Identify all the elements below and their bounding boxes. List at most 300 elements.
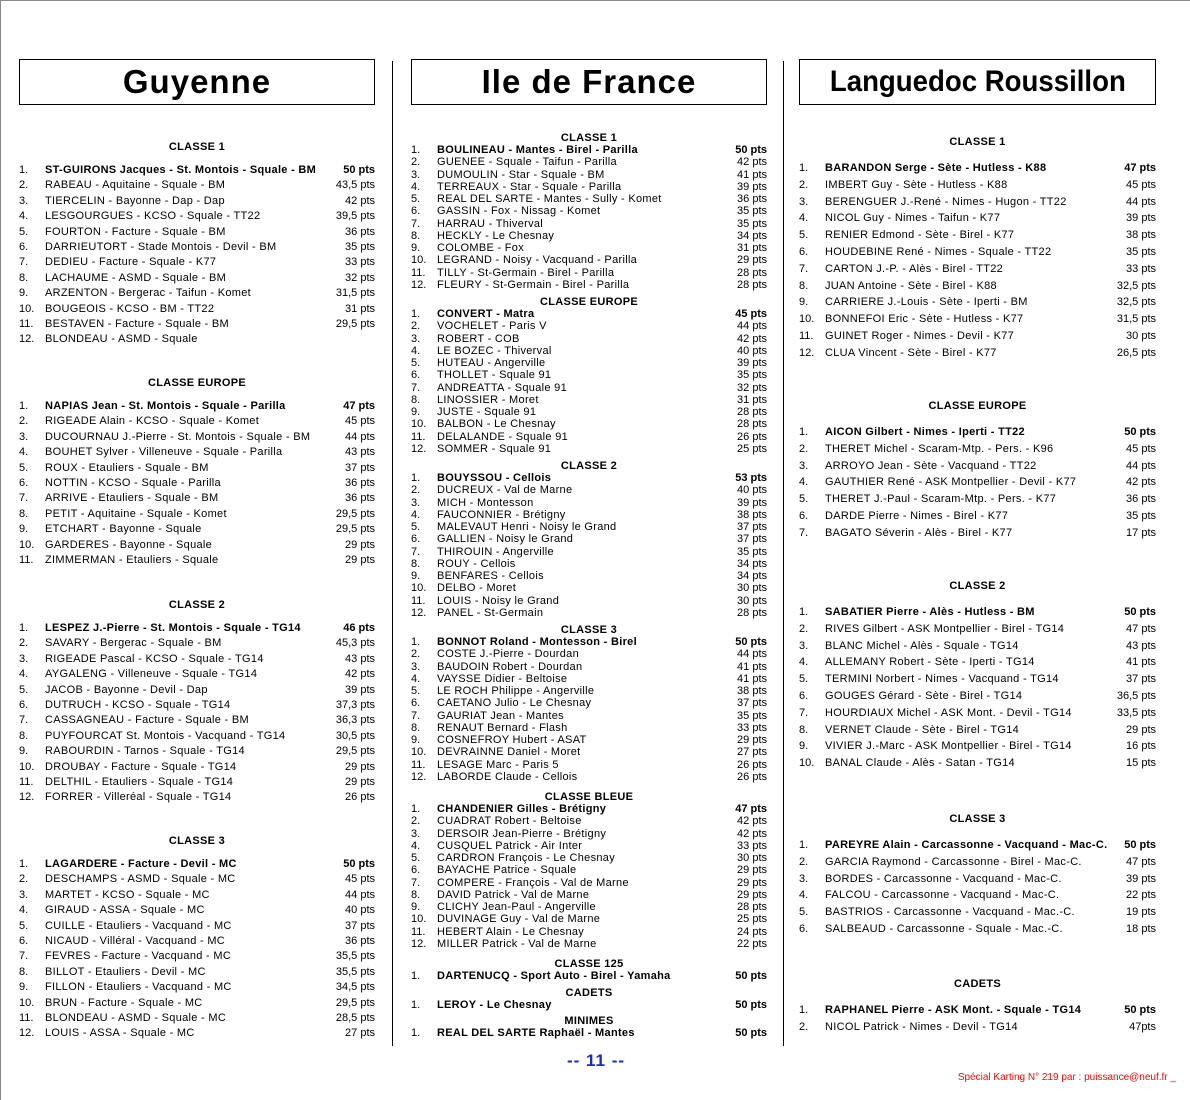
driver-entry: GOUGES Gérard - Sète - Birel - TG14 [825,689,1023,702]
rank: 1. [411,636,421,648]
points: 25 pts [737,442,767,455]
points: 36 pts [345,225,375,238]
rank: 5. [799,906,809,919]
rank: 2. [799,442,809,455]
result-row [411,759,767,771]
driver-entry: TILLY - St-Germain - Birel - Parilla [437,266,615,279]
result-row [411,970,767,982]
result-row [799,921,1156,938]
rank: 10. [19,996,35,1009]
result-row [19,996,375,1011]
rank: 9. [19,523,29,536]
result-row [799,705,1156,722]
driver-entry: CLICHY Jean-Paul - Angerville [437,901,596,913]
result-row [19,553,375,568]
driver-entry: NAPIAS Jean - St. Montois - Squale - Parilla [45,400,286,412]
driver-entry: GARCIA Raymond - Carcassonne - Birel - Mac-C. [825,855,1082,868]
driver-entry: MICH - Montesson [437,496,534,509]
driver-entry: MARTET - KCSO - Squale - MC [45,888,210,901]
driver-entry: MILLER Patrick - Val de Marne [437,937,597,950]
points: 29 pts [345,775,375,788]
driver-entry: DAVID Patrick - Val de Marne [437,888,590,901]
rank: 7. [19,256,29,269]
result-row [799,604,1156,621]
section-title: CLASSE 1 [949,136,1006,148]
points: 30 pts [737,852,767,864]
driver-entry: TERREAUX - Star - Squale - Parilla [437,180,622,193]
result-row [19,683,375,698]
result-row [411,267,767,279]
rank: 6. [799,509,809,522]
points: 40 pts [345,904,375,917]
driver-entry: GALLIEN - Noisy le Grand [437,533,574,546]
driver-entry: JUAN Antoine - Sète - Birel - K88 [825,279,997,292]
result-row [19,949,375,964]
points: 41 pts [737,168,767,181]
result-row [799,441,1156,458]
driver-entry: BAGATO Séverin - Alès - Birel - K77 [825,526,1013,539]
points: 29,5 pts [335,317,375,330]
result-row [411,333,767,345]
points: 27 pts [737,746,767,759]
points: 34,5 pts [335,981,375,994]
result-row [411,279,767,291]
points: 35 pts [1126,509,1156,522]
rank: 5. [19,461,29,474]
result-row [411,443,767,455]
driver-entry: REAL DEL SARTE Raphaël - Mantes [437,1027,635,1039]
points: 43 pts [345,652,375,665]
result-row [799,854,1156,871]
driver-entry: NOTTIN - KCSO - Squale - Parilla [45,476,221,489]
points: 28 pts [737,418,767,431]
driver-entry: ALLEMANY Robert - Sète - Iperti - TG14 [825,656,1035,669]
driver-entry: BERENGUER J.-René - Nimes - Hugon - TT22 [825,195,1067,208]
driver-entry: LEROY - Le Chesnay [437,999,552,1011]
result-row [799,278,1156,295]
result-row [19,414,375,429]
points: 34 pts [737,557,767,570]
result-row [799,654,1156,671]
result-row [411,546,767,558]
driver-entry: BILLOT - Etauliers - Devil - MC [45,965,206,978]
driver-entry: SALBEAUD - Carcassonne - Squale - Mac.-C. [825,922,1063,935]
driver-entry: GAURIAT Jean - Mantes [437,709,564,722]
driver-entry: PANEL - St-Germain [437,606,544,619]
rank: 6. [19,476,29,489]
result-row [799,491,1156,508]
driver-entry: FILLON - Etauliers - Vacquand - MC [45,981,232,994]
section-classe-3 [19,835,375,1042]
rank: 12. [411,770,427,783]
points: 38 pts [737,685,767,697]
result-row [411,938,767,950]
driver-entry: BAUDOIN Robert - Dourdan [437,660,583,673]
driver-entry: VAYSSE Didier - Beltoise [437,672,568,685]
rank: 3. [19,194,29,207]
points: 45,3 pts [335,637,375,650]
rank: 8. [799,723,809,736]
section-classe-125 [411,958,767,982]
result-row [411,418,767,430]
driver-entry: DESCHAMPS - ASMD - Squale - MC [45,873,236,886]
rank: 7. [19,714,29,727]
rank: 8. [411,229,421,242]
points: 26 pts [345,791,375,804]
points: 27 pts [345,1027,375,1040]
result-row [799,722,1156,739]
points: 31 pts [345,302,375,315]
driver-entry: CUADRAT Robert - Beltoise [437,815,582,828]
rank: 5. [19,225,29,238]
points: 42 pts [737,332,767,345]
rank: 2. [19,873,29,886]
rank: 1. [411,999,421,1011]
points: 43 pts [345,446,375,459]
driver-entry: COSNEFROY Hubert - ASAT [437,734,587,746]
points: 29 pts [737,876,767,889]
points: 45 pts [1126,442,1156,455]
rank: 12. [799,346,815,359]
driver-entry: ROBERT - COB [437,332,520,345]
points: 30 pts [737,582,767,595]
points: 42 pts [345,194,375,207]
result-row [411,394,767,406]
driver-entry: DEVRAINNE Daniel - Moret [437,746,581,759]
driver-entry: BAYACHE Patrice - Squale [437,864,577,877]
result-row [799,458,1156,475]
points: 31 pts [737,242,767,254]
driver-entry: THIROUIN - Angerville [437,545,554,558]
driver-entry: BALBON - Le Chesnay [437,418,556,431]
section-title: CADETS [565,987,613,999]
rank: 2. [411,815,421,828]
rank: 9. [19,981,29,994]
rank: 7. [411,217,421,230]
driver-entry: DARRIEUTORT - Stade Montois - Devil - BM [45,240,277,253]
rank: 10. [799,757,815,770]
result-row [19,980,375,995]
driver-entry: CLUA Vincent - Sète - Birel - K77 [825,346,997,359]
points: 29 pts [737,254,767,267]
result-row [799,177,1156,194]
driver-entry: LESPEZ J.-Pierre - St. Montois - Squale - TG14 [45,622,301,634]
points: 32,5 pts [1116,296,1156,309]
section-classe-1 [411,132,767,291]
points: 42 pts [737,156,767,169]
rank: 8. [19,507,29,520]
driver-entry: THOLLET - Squale 91 [437,369,552,382]
result-row [799,508,1156,525]
driver-entry: DUCREUX - Val de Marne [437,484,573,497]
points: 31,5 pts [1116,313,1156,326]
points: 42 pts [1126,476,1156,489]
points: 50 pts [1124,839,1156,851]
driver-entry: NICAUD - Villéral - Vacquand - MC [45,934,226,947]
rank: 3. [799,459,809,472]
rank: 6. [411,205,421,218]
rank: 9. [411,901,421,913]
points: 29 pts [737,888,767,901]
result-row [799,688,1156,705]
points: 29,5 pts [335,745,375,758]
points: 19 pts [1126,906,1156,919]
points: 37 pts [1126,673,1156,686]
driver-entry: CARRIERE J.-Louis - Sète - Iperti - BM [825,296,1028,309]
points: 32,5 pts [1116,279,1156,292]
rank: 10. [799,313,815,326]
result-row [411,144,767,156]
rank: 9. [411,734,421,746]
points: 39 pts [1126,872,1156,885]
points: 47 pts [1126,855,1156,868]
driver-entry: HECKLY - Le Chesnay [437,229,555,242]
rank: 6. [411,533,421,546]
points: 15 pts [1126,757,1156,770]
rank: 7. [799,262,809,275]
result-row [19,775,375,790]
rank: 1. [799,1004,809,1016]
rank: 12. [411,442,427,455]
rank: 10. [19,538,35,551]
rank: 11. [19,317,34,330]
points: 44 pts [737,648,767,661]
points: 36 pts [345,492,375,505]
points: 33 pts [1126,262,1156,275]
driver-entry: GUINET Roger - Nimes - Devil - K77 [825,329,1015,342]
result-row [19,1026,375,1041]
result-row [411,901,767,913]
points: 43 pts [1126,639,1156,652]
driver-entry: THERET Michel - Scaram-Mtp. - Pers. - K96 [825,442,1054,455]
result-row [411,1027,767,1039]
result-row [411,345,767,357]
points: 50 pts [735,970,767,982]
result-row [19,621,375,636]
rank: 10. [19,302,35,315]
points: 29 pts [737,734,767,746]
driver-entry: RABOURDIN - Tarnos - Squale - TG14 [45,745,245,758]
driver-entry: JACOB - Bayonne - Devil - Dap [45,683,208,696]
driver-entry: RIGEADE Pascal - KCSO - Squale - TG14 [45,652,264,665]
driver-entry: DELTHIL - Etauliers - Squale - TG14 [45,775,234,788]
result-row [411,697,767,709]
rank: 12. [411,606,427,619]
rank: 6. [411,864,421,877]
result-row [799,345,1156,362]
result-row [411,913,767,925]
region-header-guyenne [19,59,375,105]
points: 37 pts [737,533,767,546]
result-row [411,582,767,594]
points: 44 pts [345,888,375,901]
driver-entry: BOUGEOIS - KCSO - BM - TT22 [45,302,215,315]
rank: 3. [799,195,809,208]
driver-entry: AYGALENG - Villeneuve - Squale - TG14 [45,668,258,681]
section-title: CLASSE 3 [949,813,1006,825]
result-row [19,317,375,332]
points: 39 pts [345,683,375,696]
driver-entry: COLOMBE - Fox [437,242,525,254]
result-row [19,255,375,270]
driver-entry: CAETANO Julio - Le Chesnay [437,697,592,710]
region-header-ile-de-france [411,59,767,105]
section-title: CLASSE 125 [554,958,624,970]
driver-entry: RAPHANEL Pierre - ASK Mont. - Squale - TG14 [825,1004,1082,1016]
rank: 4. [19,668,29,681]
points: 35,5 pts [335,965,375,978]
points: 36,3 pts [335,714,375,727]
driver-entry: ARZENTON - Bergerac - Taifun - Komet [45,287,252,300]
rank: 1. [19,858,29,870]
driver-entry: CONVERT - Matra [437,308,535,320]
rank: 3. [411,827,421,840]
result-row [19,903,375,918]
driver-entry: THERET J.-Paul - Scaram-Mtp. - Pers. - K77 [825,493,1057,506]
result-row [411,840,767,852]
rank: 6. [799,689,809,702]
result-row [799,294,1156,311]
rank: 11. [411,925,426,938]
points: 28,5 pts [335,1011,375,1024]
points: 47 pts [1126,622,1156,635]
rank: 8. [19,729,29,742]
driver-entry: VIVIER J.-Marc - ASK Montpellier - Birel - TG14 [825,740,1072,753]
column-divider [392,61,393,1046]
section-cadets [411,987,767,1011]
driver-entry: BORDES - Carcassonne - Vacquand - Mac-C. [825,872,1062,885]
section-classe-2 [799,580,1156,772]
result-row [799,904,1156,921]
result-row [411,533,767,545]
rank: 4. [799,212,809,225]
section-title: CLASSE 3 [560,624,618,636]
result-row [19,857,375,872]
points: 39 pts [1126,212,1156,225]
section-cadets [799,978,1156,1036]
rank: 4. [799,476,809,489]
result-row [19,667,375,682]
driver-entry: IMBERT Guy - Sète - Hutless - K88 [825,178,1008,191]
result-row [411,205,767,217]
section-title: CLASSE 1 [168,141,226,153]
rank: 11. [411,430,426,443]
rank: 1. [19,164,29,176]
result-row [19,332,375,347]
result-row [799,621,1156,638]
section-title: CLASSE EUROPE [147,377,247,389]
rank: 1. [799,162,809,174]
driver-entry: DELBO - Moret [437,582,517,595]
points: 35 pts [737,369,767,382]
rank: 7. [799,526,809,539]
section-classe-europe [19,377,375,568]
points: 34 pts [737,570,767,582]
points: 39 pts [737,357,767,369]
rank: 8. [411,721,421,734]
points: 35 pts [737,205,767,218]
driver-entry: BRUN - Facture - Squale - MC [45,996,203,1009]
points: 50 pts [735,144,767,156]
region-title: Ile de France [481,63,697,100]
driver-entry: ARRIVE - Etauliers - Squale - BM [45,492,219,505]
rank: 9. [19,287,29,300]
result-row [799,1019,1156,1036]
result-row [799,261,1156,278]
result-row [411,193,767,205]
driver-entry: SAVARY - Bergerac - Squale - BM [45,637,222,650]
rank: 2. [19,637,29,650]
points: 50 pts [735,999,767,1011]
driver-entry: HEBERT Alain - Le Chesnay [437,925,585,938]
points: 18 pts [1126,922,1156,935]
points: 28 pts [737,278,767,291]
driver-entry: HOURDIAUX Michel - ASK Mont. - Devil - TG14 [825,706,1072,719]
result-row [411,607,767,619]
rank: 5. [411,852,421,864]
result-row [19,538,375,553]
result-row [799,311,1156,328]
rank: 2. [411,156,421,169]
points: 44 pts [1126,195,1156,208]
result-row [411,648,767,660]
result-row [411,864,767,876]
page-number: -- 11 -- [566,1051,626,1070]
points: 50 pts [343,164,375,176]
points: 41 pts [737,660,767,673]
section-classe-2 [411,460,767,619]
driver-entry: GASSIN - Fox - Nissag - Komet [437,205,601,218]
section-classe-3 [411,624,767,783]
points: 29,5 pts [335,523,375,536]
driver-entry: LOUIS - Noisy le Grand [437,594,560,607]
rank: 10. [19,760,35,773]
rank: 7. [411,709,421,722]
driver-entry: ST-GUIRONS Jacques - St. Montois - Squale - BM [45,164,317,176]
driver-entry: BENFARES - Cellois [437,570,544,582]
rank: 10. [411,418,427,431]
driver-entry: RABEAU - Aquitaine - Squale - BM [45,179,226,192]
points: 29,5 pts [335,507,375,520]
result-row [411,999,767,1011]
result-row [799,227,1156,244]
rank: 5. [799,493,809,506]
points: 28 pts [737,406,767,418]
points: 41 pts [1126,656,1156,669]
points: 29,5 pts [335,996,375,1009]
points: 34 pts [737,229,767,242]
section-minimes [411,1015,767,1039]
section-title: CLASSE EUROPE [539,296,639,308]
section-classe-3 [799,813,1156,938]
driver-entry: VERNET Claude - Sète - Birel - TG14 [825,723,1020,736]
points: 39 pts [737,180,767,193]
points: 42 pts [345,668,375,681]
driver-entry: LESAGE Marc - Paris 5 [437,758,559,771]
result-row [19,698,375,713]
rank: 12. [19,791,35,804]
points: 25 pts [737,913,767,926]
section-title: CLASSE 2 [949,580,1006,592]
footer-credit: Spécial Karting N° 219 par : puissance@neuf.fr _ [957,1072,1176,1083]
driver-entry: ARROYO Jean - Sète - Vacquand - TT22 [825,459,1037,472]
rank: 11. [19,1011,34,1024]
section-classe-bleue [411,791,767,950]
driver-entry: VOCHELET - Paris V [437,320,547,333]
result-row [411,636,767,648]
rank: 1. [19,622,29,634]
driver-entry: NICOL Guy - Nimes - Taifun - K77 [825,212,1001,225]
